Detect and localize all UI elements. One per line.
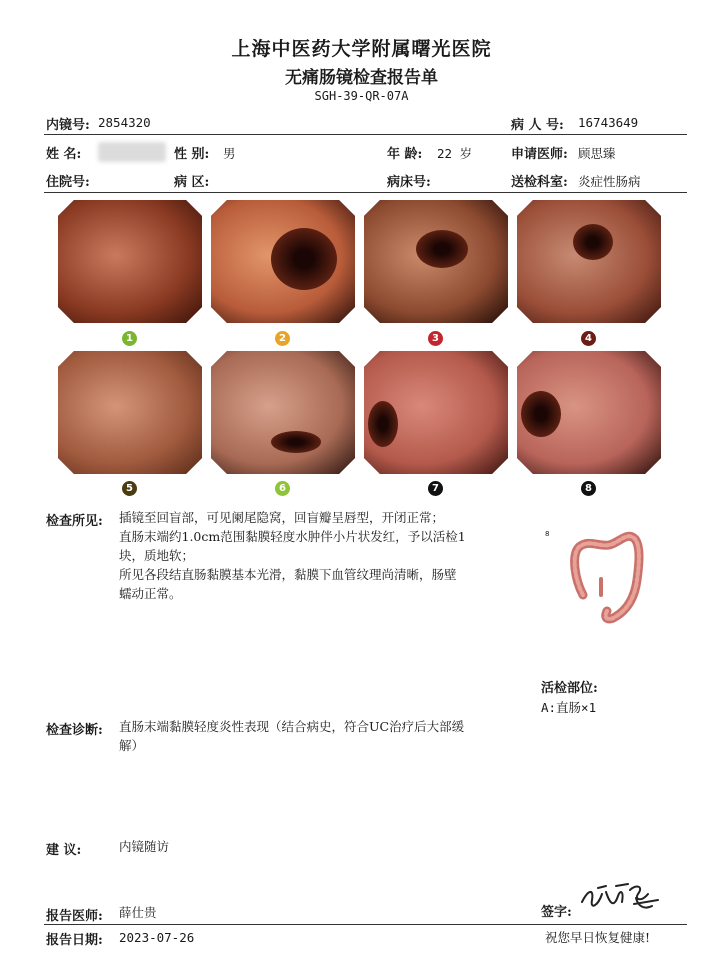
hospital-name: 上海中医药大学附属曙光医院 [231, 38, 492, 60]
colon-diagram-icon [565, 525, 655, 630]
doctor-label: 申请医师: [511, 147, 568, 162]
findings-line: 所见各段结直肠黏膜基本光滑，黏膜下血管纹理尚清晰，肠壁 [119, 567, 457, 582]
handwritten-signature [578, 880, 664, 916]
gender-value: 男 [223, 146, 236, 161]
biopsy-value: A:直肠×1 [541, 700, 597, 715]
age-value: 22 岁 [437, 146, 473, 161]
name-label: 姓 名: [46, 147, 82, 162]
image-number-badge: 2 [275, 331, 290, 346]
report-title: 无痛肠镜检查报告单 [285, 68, 438, 88]
image-number-badge: 5 [122, 481, 137, 496]
report-date-value: 2023-07-26 [119, 930, 195, 945]
admission-label: 住院号: [46, 175, 90, 190]
endoscopy-image [211, 351, 355, 474]
findings-line: 块，质地软； [119, 548, 195, 563]
findings-line: 直肠末端约1.0cm范围黏膜轻度水肿伴小片状发红，予以活检1 [119, 529, 466, 544]
endoscope-number-label: 内镜号: [46, 118, 90, 133]
patient-number: 16743649 [578, 115, 639, 130]
findings-text [119, 508, 529, 603]
divider [44, 192, 687, 193]
diagnosis-label: 检查诊断: [46, 723, 103, 738]
department-value: 炎症性肠病 [578, 174, 641, 189]
closing-wish: 祝您早日恢复健康! [545, 930, 651, 945]
advice-label: 建 议: [46, 843, 82, 858]
endoscopy-image [364, 351, 508, 474]
findings-line: 插镜至回盲部，可见阑尾隐窝，回盲瓣呈唇型，开闭正常； [119, 510, 445, 525]
endoscopy-image [517, 200, 661, 323]
endoscopy-image [58, 200, 202, 323]
report-doctor-label: 报告医师: [46, 909, 103, 924]
signature-label: 签字: [541, 905, 572, 920]
diagnosis-line: 直肠末端黏膜轻度炎性表现（结合病史，符合UC治疗后大部缓 [119, 719, 465, 734]
doctor-value: 顾思臻 [578, 146, 616, 161]
biopsy-label: 活检部位: [541, 681, 598, 696]
image-number-badge: 1 [122, 331, 137, 346]
age-label: 年 龄: [387, 147, 423, 162]
name-redacted [98, 142, 166, 162]
image-number-badge: 3 [428, 331, 443, 346]
diagnosis-line: 解） [119, 738, 145, 753]
endoscopy-image [211, 200, 355, 323]
endoscopy-image [364, 200, 508, 323]
endoscopy-image [58, 351, 202, 474]
image-number-badge: 4 [581, 331, 596, 346]
divider [44, 134, 687, 135]
advice-value: 内镜随访 [119, 839, 170, 854]
image-number-badge: 6 [275, 481, 290, 496]
patient-number-label: 病 人 号: [511, 118, 564, 133]
endoscope-number: 2854320 [98, 115, 151, 130]
department-label: 送检科室: [511, 175, 568, 190]
divider [44, 924, 687, 925]
ward-label: 病 区: [174, 175, 210, 190]
colon-marker: 8 [545, 530, 550, 538]
image-number-badge: 7 [428, 481, 443, 496]
report-date-label: 报告日期: [46, 933, 103, 948]
form-code: SGH-39-QR-07A [314, 89, 409, 103]
image-number-badge: 8 [581, 481, 596, 496]
bed-label: 病床号: [387, 175, 431, 190]
findings-label: 检查所见: [46, 514, 103, 529]
report-doctor-value: 薛仕贵 [119, 905, 157, 920]
endoscopy-image [517, 351, 661, 474]
gender-label: 性 别: [174, 147, 210, 162]
diagnosis-text [119, 717, 539, 755]
findings-line: 蠕动正常。 [119, 586, 182, 601]
